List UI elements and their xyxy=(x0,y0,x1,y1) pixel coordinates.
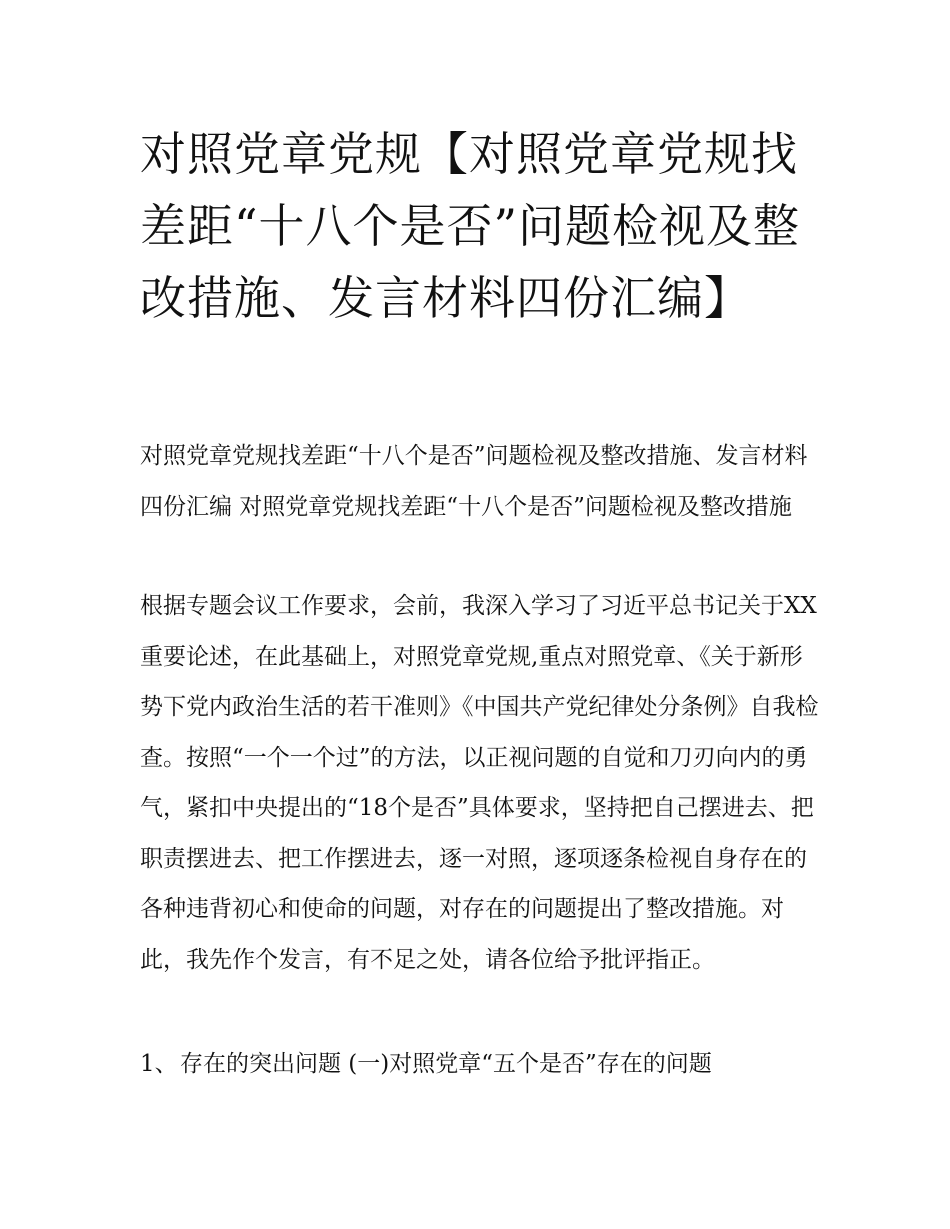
section-heading-text: 存在的突出问题 (一)对照党章“五个是否”存在的问题 xyxy=(180,1051,712,1077)
document-title: 对照党章党规【对照党章党规找差距“十八个是否”问题检视及整改措施、发言材料四份汇编】 xyxy=(140,127,801,325)
section-heading xyxy=(140,1039,820,1090)
body-paragraph: 根据专题会议工作要求，会前，我深入学习了习近平总书记关于XX重要论述，在此基础上，对照党章党规,重点对照党章、《关于新形势下党内政治生活的若干准则》《中国共产党纪律处分条例》自我检查。按照“一个一个过”的方法，以正视问题的自觉和刀刃向内的勇气，紧扣中央提出的“18个是否”具体要求，坚持把自己摆进去、把职责摆进去、把工作摆进去，逐一对照，逐项逐条检视自身存在的各种违背初心和使命的问题，对存在的问题提出了整改措施。对此，我先作个发言，有不足之处，请各位给予批评指正。 xyxy=(140,593,819,973)
section-number: 1、 xyxy=(140,1051,178,1077)
document-subtitle: 对照党章党规找差距“十八个是否”问题检视及整改措施、发言材料四份汇编 对照党章党规找差距“十八个是否”问题检视及整改措施 xyxy=(140,443,808,520)
